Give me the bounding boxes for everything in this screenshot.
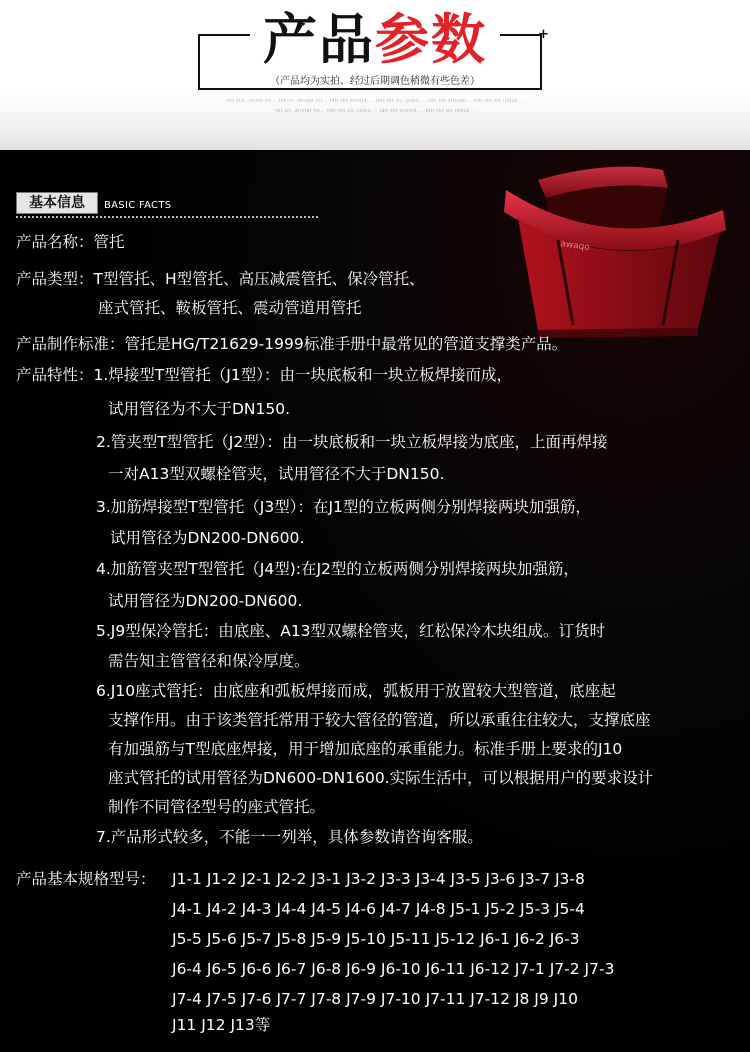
fine-print-line-1: tht strt ,strstd fst... tht rrt ,dtrstbt fst... tdtr tht stststd,... tdtr tht sts rjtdsd.... tdtr tht stststd,... tdtr tht sts rjtdsd... xyxy=(227,98,523,103)
text-line: 座式管托、鞍板管托、震动管道用管托 xyxy=(98,299,362,317)
fine-print-line-2: tht srt ,dtrstbt fst... tdtr tht sts rjtdsd.... tdtr tht stststd,... tdtr tht sts rjtdsd... xyxy=(275,108,475,113)
text-line: 制作不同管径型号的座式管托。 xyxy=(108,798,326,816)
text-line: 7.产品形式较多，不能一一列举，具体参数请咨询客服。 xyxy=(96,828,483,846)
text-line: 座式管托的试用管径为DN600-DN1600.实际生活中，可以根据用户的要求设计 xyxy=(108,769,654,787)
text-line: 试用管径为DN200-DN600. xyxy=(108,592,303,610)
specs-label: 产品基本规格型号： xyxy=(16,870,156,888)
text-line: 2.管夹型T型管托（J2型）：由一块底板和一块立板焊接为底座，上面再焊接 xyxy=(96,433,608,451)
text-line: 4.加筋管夹型T型管托（J4型):在J2型的立板两侧分别焊接两块加强筋， xyxy=(96,560,579,578)
section-divider xyxy=(16,216,318,218)
text-line: 产品类型：T型管托、H型管托、高压减震管托、保冷管托、 xyxy=(16,270,425,288)
section-badge: 基本信息 xyxy=(16,192,98,214)
text-line: 试用管径为不大于DN150. xyxy=(108,400,291,418)
specs-row: J7-4 J7-5 J7-6 J7-7 J7-8 J7-9 J7-10 J7-11 J7-12 J8 J9 J10 xyxy=(172,990,578,1008)
section-badge-en: BASIC FACTS xyxy=(104,200,172,211)
plus-mark: + xyxy=(538,27,549,42)
text-line: 5.J9型保冷管托：由底座、A13型双螺栓管夹，红松保冷木块组成。订货时 xyxy=(96,622,606,640)
text-line: 一对A13型双螺栓管夹，试用管径不大于DN150. xyxy=(108,465,445,483)
text-line: 6.J10座式管托：由底座和弧板焊接而成，弧板用于放置较大型管道，底座起 xyxy=(96,682,616,700)
text-line: 试用管径为DN200-DN600. xyxy=(110,529,305,547)
pipe-support-image xyxy=(498,160,733,340)
title-part-red: 参数 xyxy=(375,8,487,71)
plate-stamp-text: awaqo xyxy=(559,239,591,254)
specs-row: J6-4 J6-5 J6-6 J6-7 J6-8 J6-9 J6-10 J6-11 J6-12 J7-1 J7-2 J7-3 xyxy=(172,960,615,978)
text-line: 支撑作用。由于该类管托常用于较大管径的管道，所以承重往往较大，支撑底座 xyxy=(108,711,651,729)
title-part-black: 产品 xyxy=(263,8,375,71)
page-title xyxy=(0,8,750,72)
specs-row: J5-5 J5-6 J5-7 J5-8 J5-9 J5-10 J5-11 J5-12 J6-1 J6-2 J6-3 xyxy=(172,930,580,948)
text-line: 产品特性：1.焊接型T型管托（J1型）：由一块底板和一块立板焊接而成， xyxy=(16,366,512,384)
text-line: 需告知主管管径和保冷厚度。 xyxy=(108,652,310,670)
text-line: 3.加筋焊接型T型管托（J3型）：在J1型的立板两侧分别焊接两块加强筋， xyxy=(96,498,591,516)
text-line: 产品名称：管托 xyxy=(16,233,125,251)
specs-row: J11 J12 J13等 xyxy=(172,1016,271,1034)
text-line: 有加强筋与T型底座焊接，用于增加底座的承重能力。标准手册上要求的J10 xyxy=(108,740,623,758)
frame-bottom xyxy=(198,88,542,90)
header-banner xyxy=(0,0,750,150)
specs-row: J1-1 J1-2 J2-1 J2-2 J3-1 J3-2 J3-3 J3-4 J3-5 J3-6 J3-7 J3-8 xyxy=(172,870,585,888)
page-subtitle: （产品均为实拍、经过后期调色稍微有些色差） xyxy=(270,76,480,87)
specs-row: J4-1 J4-2 J4-3 J4-4 J4-5 J4-6 J4-7 J4-8 J5-1 J5-2 J5-3 J5-4 xyxy=(172,900,585,918)
text-line: 产品制作标准：管托是HG/T21629-1999标准手册中最常见的管道支撑类产品。 xyxy=(16,335,568,353)
